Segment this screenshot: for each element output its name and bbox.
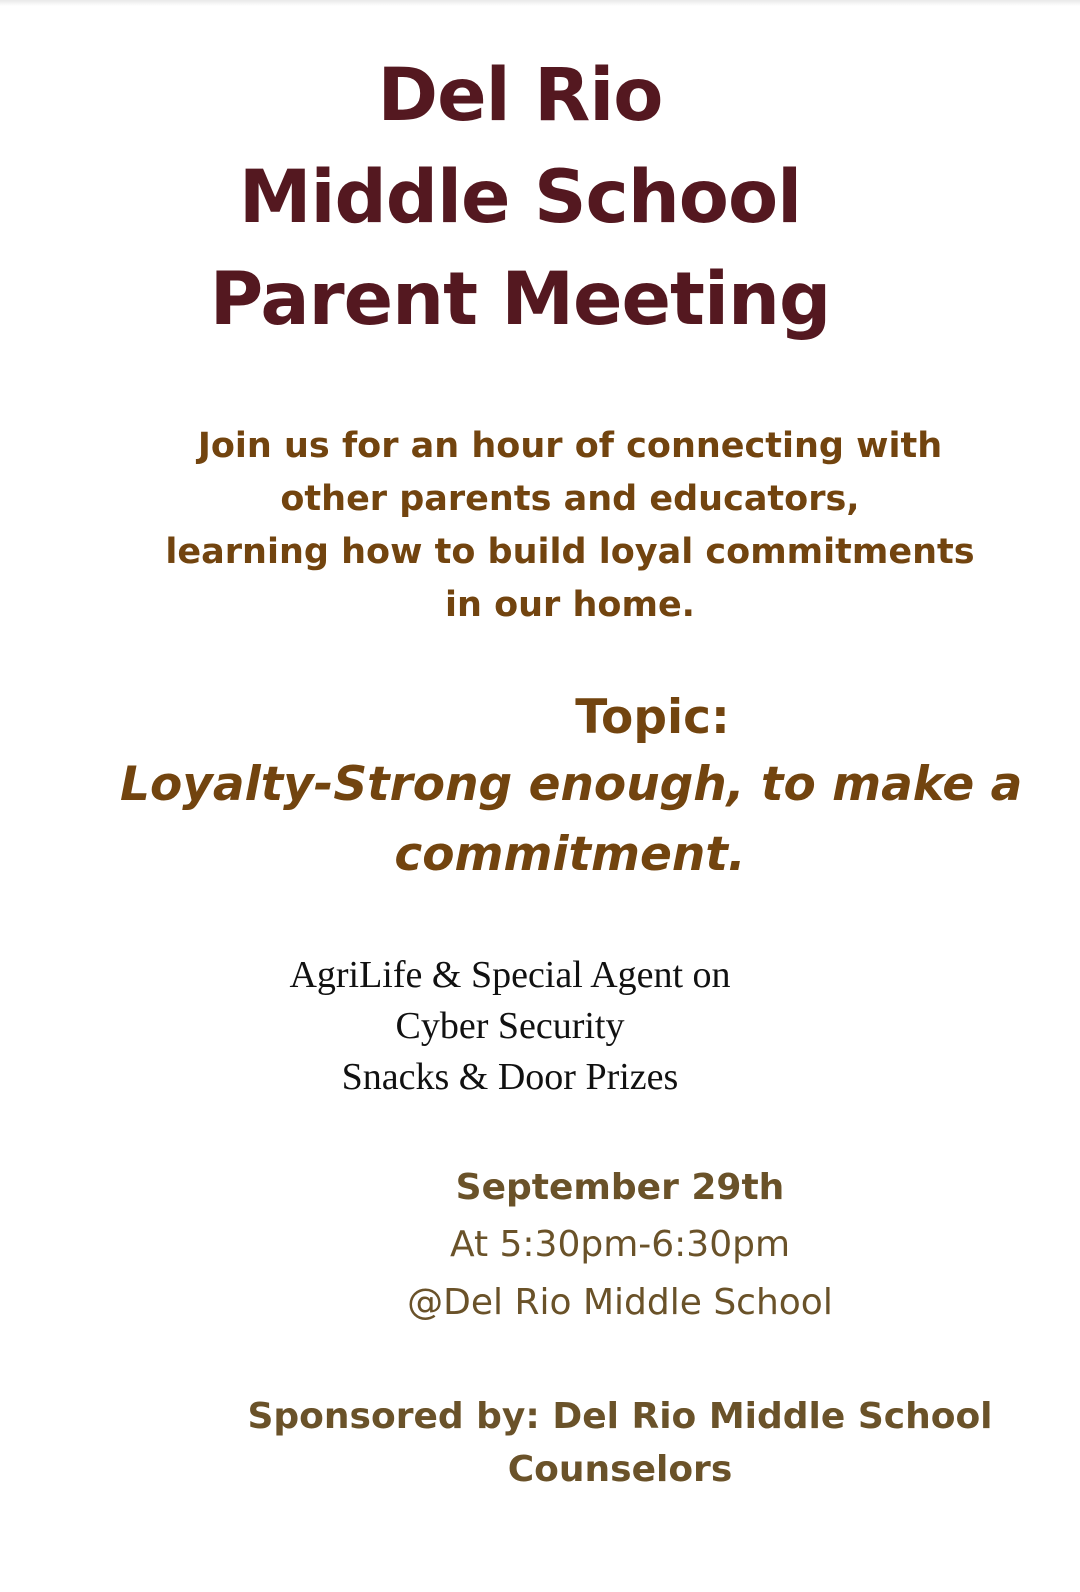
sponsor-line-2: Counselors [507, 1449, 733, 1490]
topic-line-2: commitment. [394, 827, 746, 882]
intro-line-1: Join us for an hour of connecting with [197, 426, 943, 466]
event-date: September 29th [455, 1167, 785, 1208]
sponsor-credit [240, 1390, 1000, 1496]
intro-paragraph [110, 420, 1030, 632]
title-line-3: Parent Meeting [209, 257, 831, 342]
sponsor-line-1: Sponsored by: Del Rio Middle School [247, 1396, 993, 1437]
topic-text [120, 750, 1023, 890]
page-title [120, 45, 920, 351]
top-edge-shadow [0, 0, 1080, 6]
event-info [370, 1160, 870, 1332]
details-line-3: Snacks & Door Prizes [341, 1056, 679, 1098]
details-list [230, 950, 790, 1103]
intro-line-2: other parents and educators, [280, 479, 860, 519]
topic-label: Topic: [575, 690, 730, 745]
title-line-1: Del Rio [377, 53, 663, 138]
event-time: At 5:30pm-6:30pm [449, 1224, 791, 1265]
event-location: @Del Rio Middle School [407, 1282, 833, 1323]
intro-line-4: in our home. [445, 585, 695, 625]
details-line-1: AgriLife & Special Agent on [289, 954, 731, 996]
topic-line-1: Loyalty-Strong enough, to make a [120, 757, 1023, 812]
intro-line-3: learning how to build loyal commitments [165, 532, 975, 572]
title-line-2: Middle School [238, 155, 802, 240]
details-line-2: Cyber Security [395, 1005, 625, 1047]
